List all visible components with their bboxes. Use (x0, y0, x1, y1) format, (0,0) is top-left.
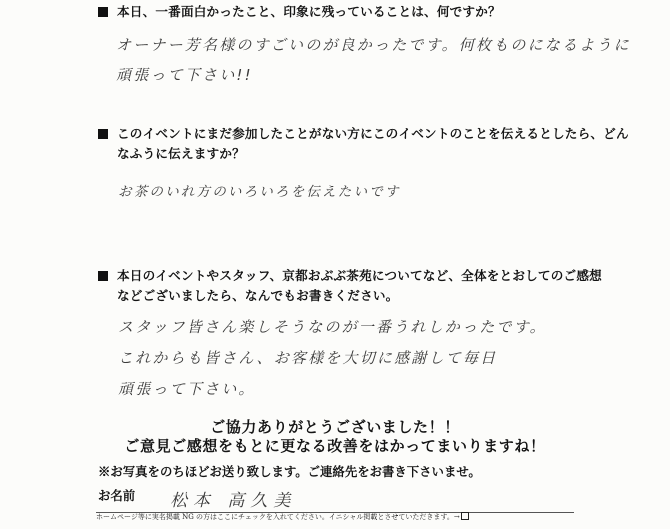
question-1-text: 本日、一番面白かったこと、印象に残っていることは、何ですか？ (117, 4, 501, 19)
bullet-square-icon (98, 7, 108, 17)
question-3-text-line-2: などございましたら、なんでもお書きください。 (117, 288, 399, 303)
question-3-text-line-1: 本日のイベントやスタッフ、京都おぶぶ茶苑についてなど、全体をとおしてのご感想 (117, 268, 602, 283)
answer-3-line-2: これからも皆さん、お客様を大切に感謝して毎日 (118, 349, 498, 367)
answer-1-line-2: 頑張って下さい!! (116, 66, 253, 84)
initial-only-checkbox[interactable] (461, 512, 469, 520)
closing-thanks: ご協力ありがとうございました！！ (210, 418, 460, 436)
name-value[interactable]: 松本 高久美 (170, 491, 297, 511)
answer-3-line-1: スタッフ皆さん楽しそうなのが一番うれしかったです。 (118, 318, 547, 336)
name-label: お名前 (98, 488, 136, 503)
answer-1-line-1: オーナー芳名様のすごいのが良かったです。何枚ものになるように (116, 36, 631, 54)
closing-message: ご意見ご感想をもとに更なる改善をはかってまいりますね！ (124, 437, 546, 455)
question-1 (98, 2, 501, 22)
answer-3-line-3: 頑張って下さい。 (118, 380, 256, 398)
question-2-text-line-2: なふうに伝えますか？ (117, 146, 245, 161)
footer-note-text: ホームページ等に実名掲載 NG の方はここにチェックを入れてください。イニシャル掲載とさせていただきます。→ (96, 513, 460, 521)
bullet-square-icon (98, 129, 108, 139)
footer-note (96, 512, 469, 522)
question-2-text-line-1: このイベントにまだ参加したことがない方にこのイベントのことを伝えるとしたら、どん (117, 126, 629, 141)
answer-2-line-1: お茶のいれ方のいろいろを伝えたいです (118, 184, 401, 200)
question-3 (98, 266, 602, 306)
bullet-square-icon (98, 271, 108, 281)
photo-note: ※お写真をのちほどお送り致します。ご連絡先をお書き下さいませ。 (98, 464, 481, 479)
question-2 (98, 124, 629, 164)
